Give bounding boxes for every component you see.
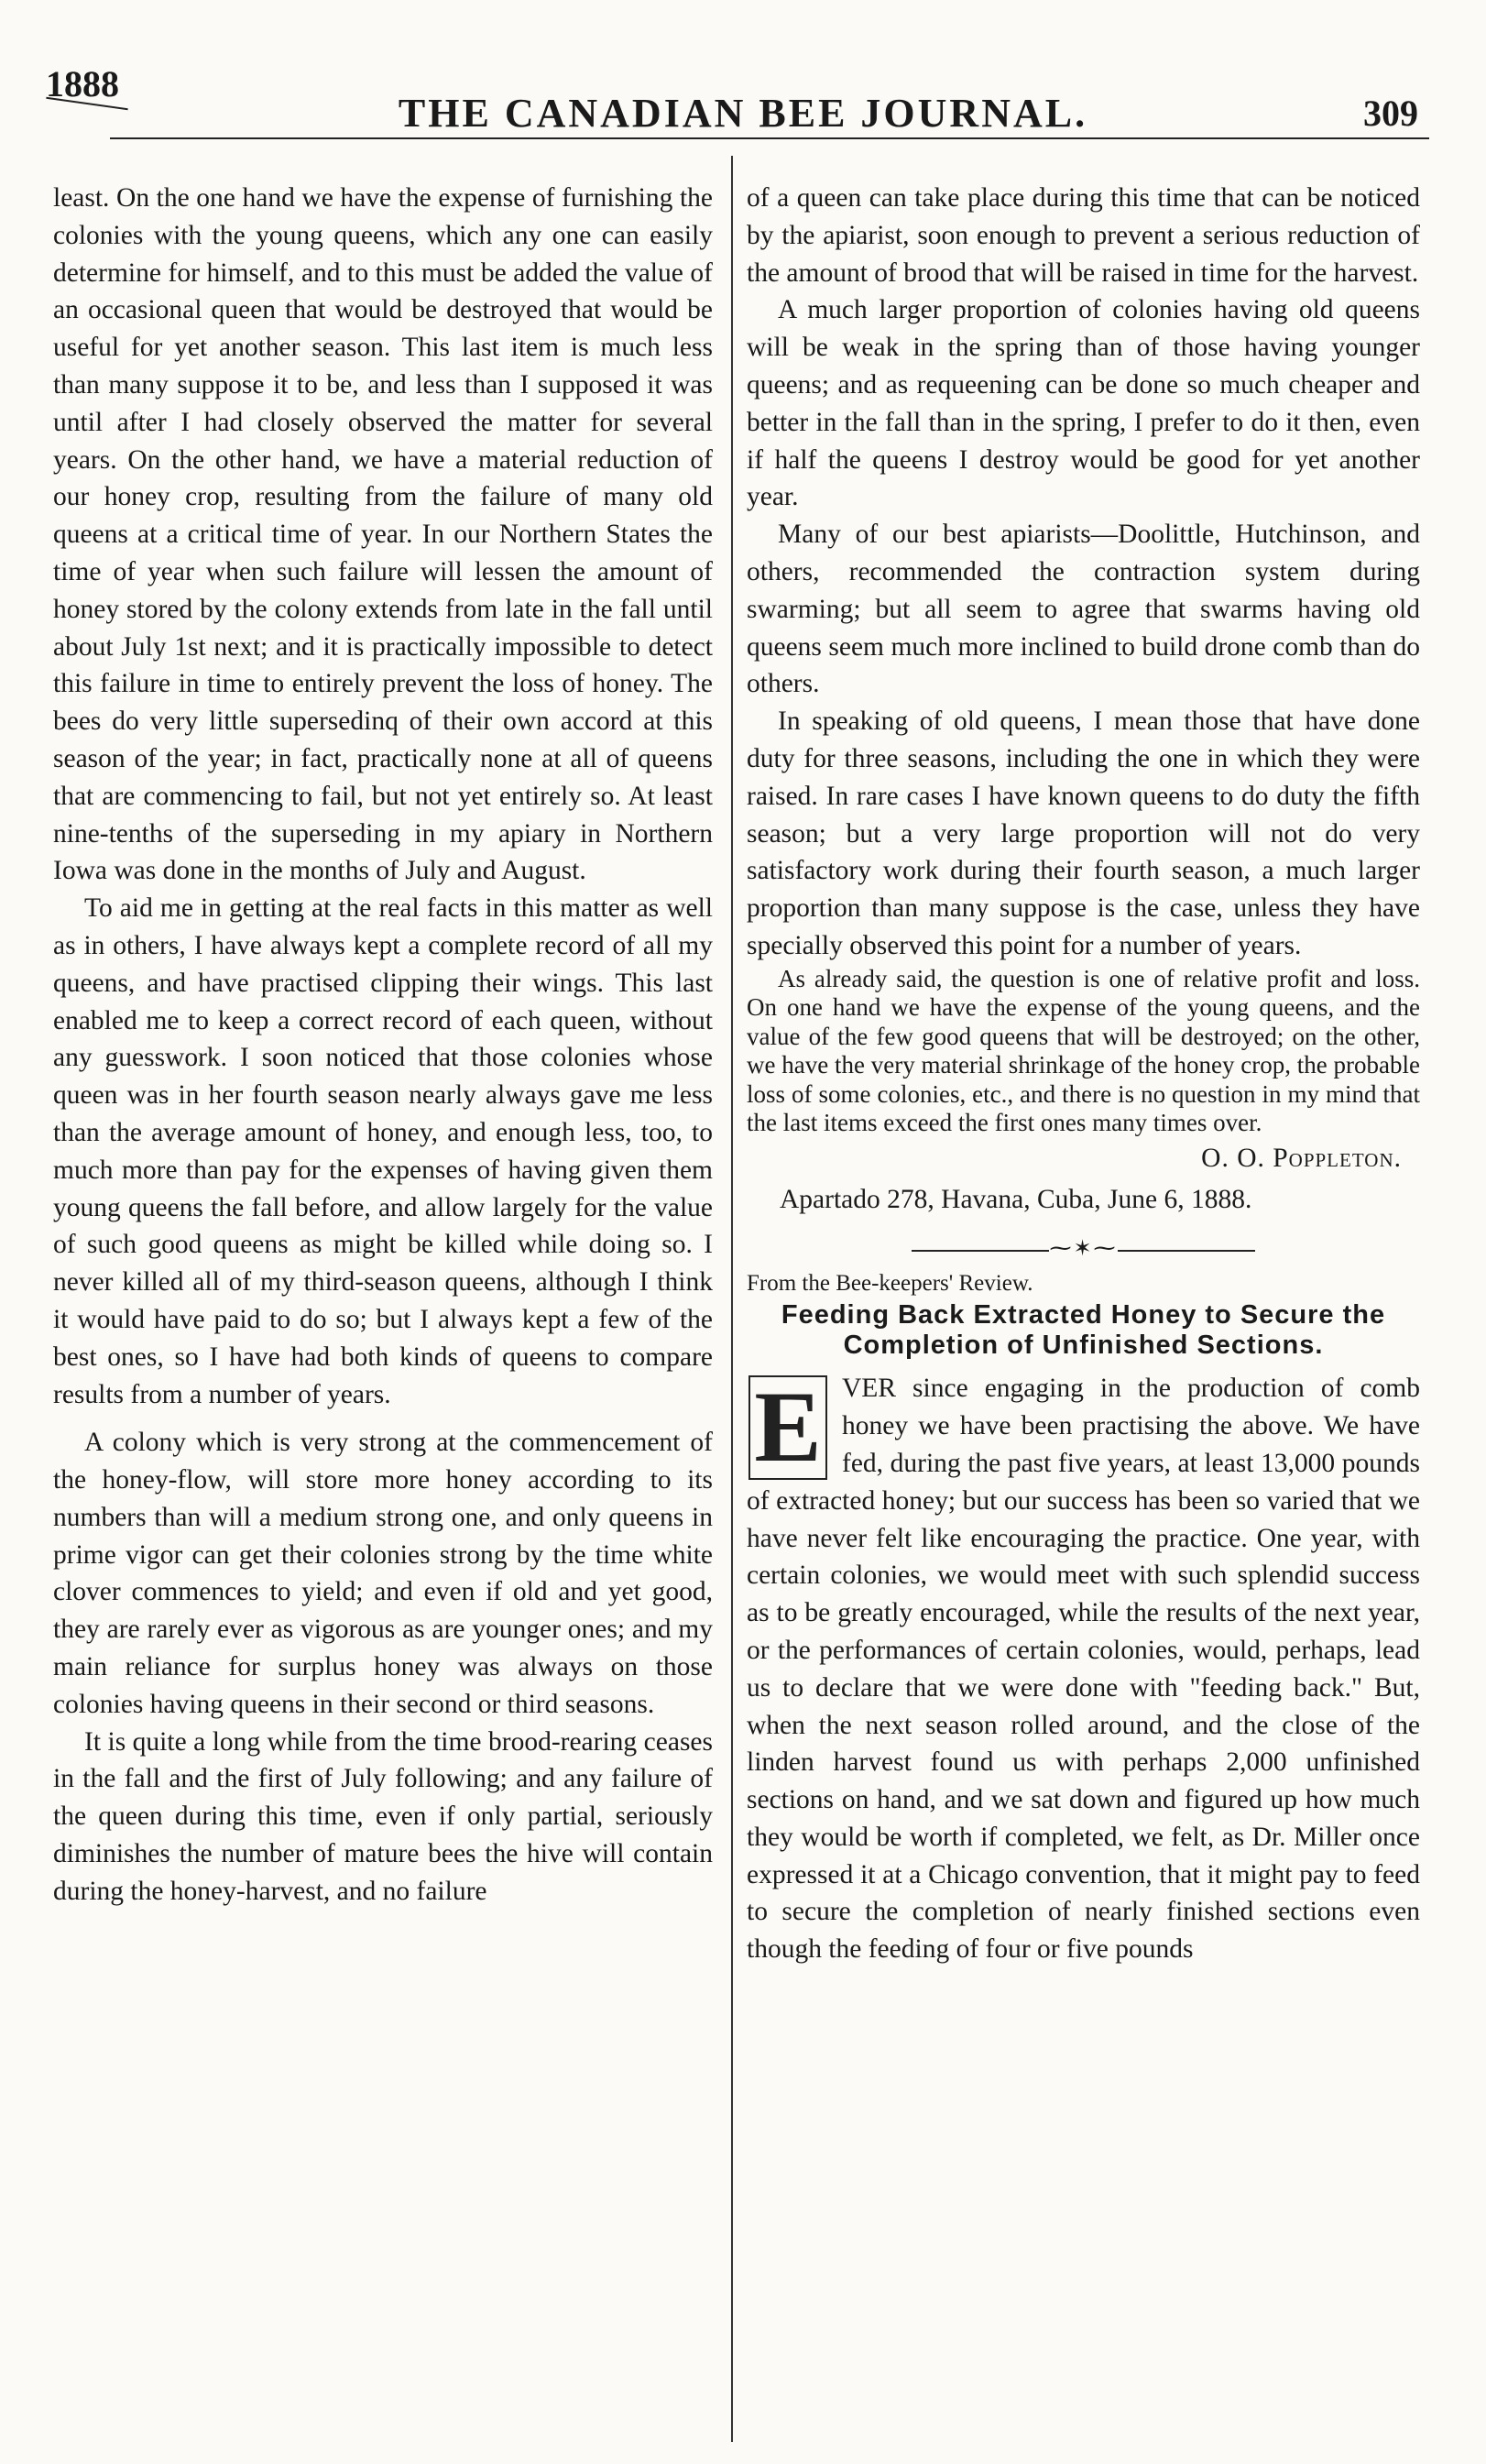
article-source: From the Bee-keepers' Review. bbox=[747, 1271, 1033, 1297]
section-ornament bbox=[747, 1231, 1420, 1262]
column-divider bbox=[731, 156, 733, 2442]
left-column bbox=[53, 180, 713, 1911]
drop-cap: E bbox=[748, 1375, 827, 1480]
header-rule bbox=[110, 137, 1429, 139]
left-paragraph-1: least. On the one hand we have the expense of furnishing the colonies with the young queens, which any one can easily determine for himself, and to this must be added the value of an occasional queen that would be destroyed that would be useful for yet another season. This last item is much less than many suppose it to be, and less than I supposed it was until after I had closely observed the matter for several years. On the other hand, we have a material reduction of our honey crop, resulting from the failure of many old queens at a critical time of year. In our Northern States the time of year when such failure will lessen the amount of honey stored by the colony extends from late in the fall until about July 1st next; and it is practically impossible to detect this failure in time to entirely prevent the loss of honey. The bees do very little supersedinq of their own accord at this season of the year; in fact, practically none at all of queens that are commencing to fail, but not yet entirely so. At least nine-tenths of the superseding in my apiary in Northern Iowa was done in the months of July and August. bbox=[53, 183, 713, 886]
right-paragraph-5: As already said, the question is one of relative profit and loss. On one hand we have the expense of the young queens, and the value of the few good queens that will be destroyed; on the other, we have the very material shrinkage of the honey crop, the probable loss of some colonies, etc., and there is no question in my mind that the last items exceed the first ones many times over. bbox=[747, 964, 1420, 1137]
left-paragraph-3: A colony which is very strong at the commencement of the honey-flow, will store more honey according to its numbers than will a medium strong one, and only queens in prime vigor can get their colonies strong by the time white clover commences to yield; and even if old and yet good, they are rarely ever as vigorous as are younger ones; and my main reliance for surplus honey was always on those colonies having queens in their second or third seasons. bbox=[53, 1428, 713, 1719]
article-body-text: VER since engaging in the production of comb honey we have been practising the above. We have fed, during the past five years, at least 13,000 pounds of extracted honey; but our success has been so varied that we have never felt like encouraging the practice. One year, with certain colonies, we would meet with such splendid success as to be greatly encouraged, while the results of the next year, or the performances of certain colonies, would, perhaps, lead us to declare that we were done with "feeding back." But, when the next season rolled around, and the close of the linden harvest found us with perhaps 2,000 unfinished sections on hand, and we sat down and figured up how much they would be worth if completed, we felt, as Dr. Miller once expressed it at a Chicago convention, that it might pay to feed to secure the completion of nearly finished sections even though the feeding of four or five pounds bbox=[747, 1374, 1420, 1965]
header-year: 1888 bbox=[46, 63, 119, 104]
page-number: 309 bbox=[1363, 93, 1418, 134]
author-signature: O. O. Poppleton. bbox=[1201, 1143, 1402, 1173]
left-paragraph-2: To aid me in getting at the real facts in this matter as well as in others, I have always kept a complete record of all my queens, and have practised clipping their wings. This last enabled me to keep a correct record of each queen, without any guesswork. I soon noticed that those colonies whose queen was in her fourth season nearly always gave me less than the average amount of honey, and enough less, too, to much more than pay for the expenses of having given them young queens the fall before, and allow largely for the value of such good queens as might be killed while doing so. I never killed all of my third-season queens, although I think it would have paid to do so; but I always kept a few of the best ones, so I have had both kinds of queens to compare results from a number of years. bbox=[53, 893, 713, 1409]
right-column bbox=[747, 180, 1420, 1968]
left-paragraph-4: It is quite a long while from the time brood-rearing ceases in the fall and the first of July following; and any failure of the queen during this time, even if only partial, seriously diminishes the number of mature bees the hive will contain during the honey-harvest, and no failure bbox=[53, 1726, 713, 1906]
right-paragraph-4: In speaking of old queens, I mean those that have done duty for three seasons, including the one in which they were raised. In rare cases I have known queens to do duty the fifth season; but a very large proportion will not do very satisfactory work during their fourth season, a much larger proportion than many suppose is the case, unless they have specially observed this point for a number of years. bbox=[747, 706, 1420, 960]
right-paragraph-1: of a queen can take place during this time that can be noticed by the apiarist, soon enough to prevent a serious reduction of the amount of brood that will be raised in time for the harvest. bbox=[747, 183, 1420, 288]
right-paragraph-2: A much larger proportion of colonies having old queens will be weak in the spring than of those having younger queens; and as requeening can be done so much cheaper and better in the fall than in the spring, I prefer to do it then, even if half the queens I destroy would be good for yet another year. bbox=[747, 295, 1420, 512]
journal-title: THE CANADIAN BEE JOURNAL. bbox=[398, 91, 1088, 136]
article-title: Feeding Back Extracted Honey to Secure the Completion of Unfinished Sections. bbox=[781, 1300, 1386, 1361]
article-body bbox=[747, 1370, 1420, 1968]
right-paragraph-3: Many of our best apiarists—Doolittle, Hutchinson, and others, recommended the contraction system during swarming; but all seem to agree that swarms having old queens seem much more inclined to build drone comb than do others. bbox=[747, 520, 1420, 699]
ornament-glyph: ⁓✶⁓ bbox=[1049, 1237, 1118, 1262]
author-address: Apartado 278, Havana, Cuba, June 6, 1888. bbox=[780, 1184, 1252, 1214]
